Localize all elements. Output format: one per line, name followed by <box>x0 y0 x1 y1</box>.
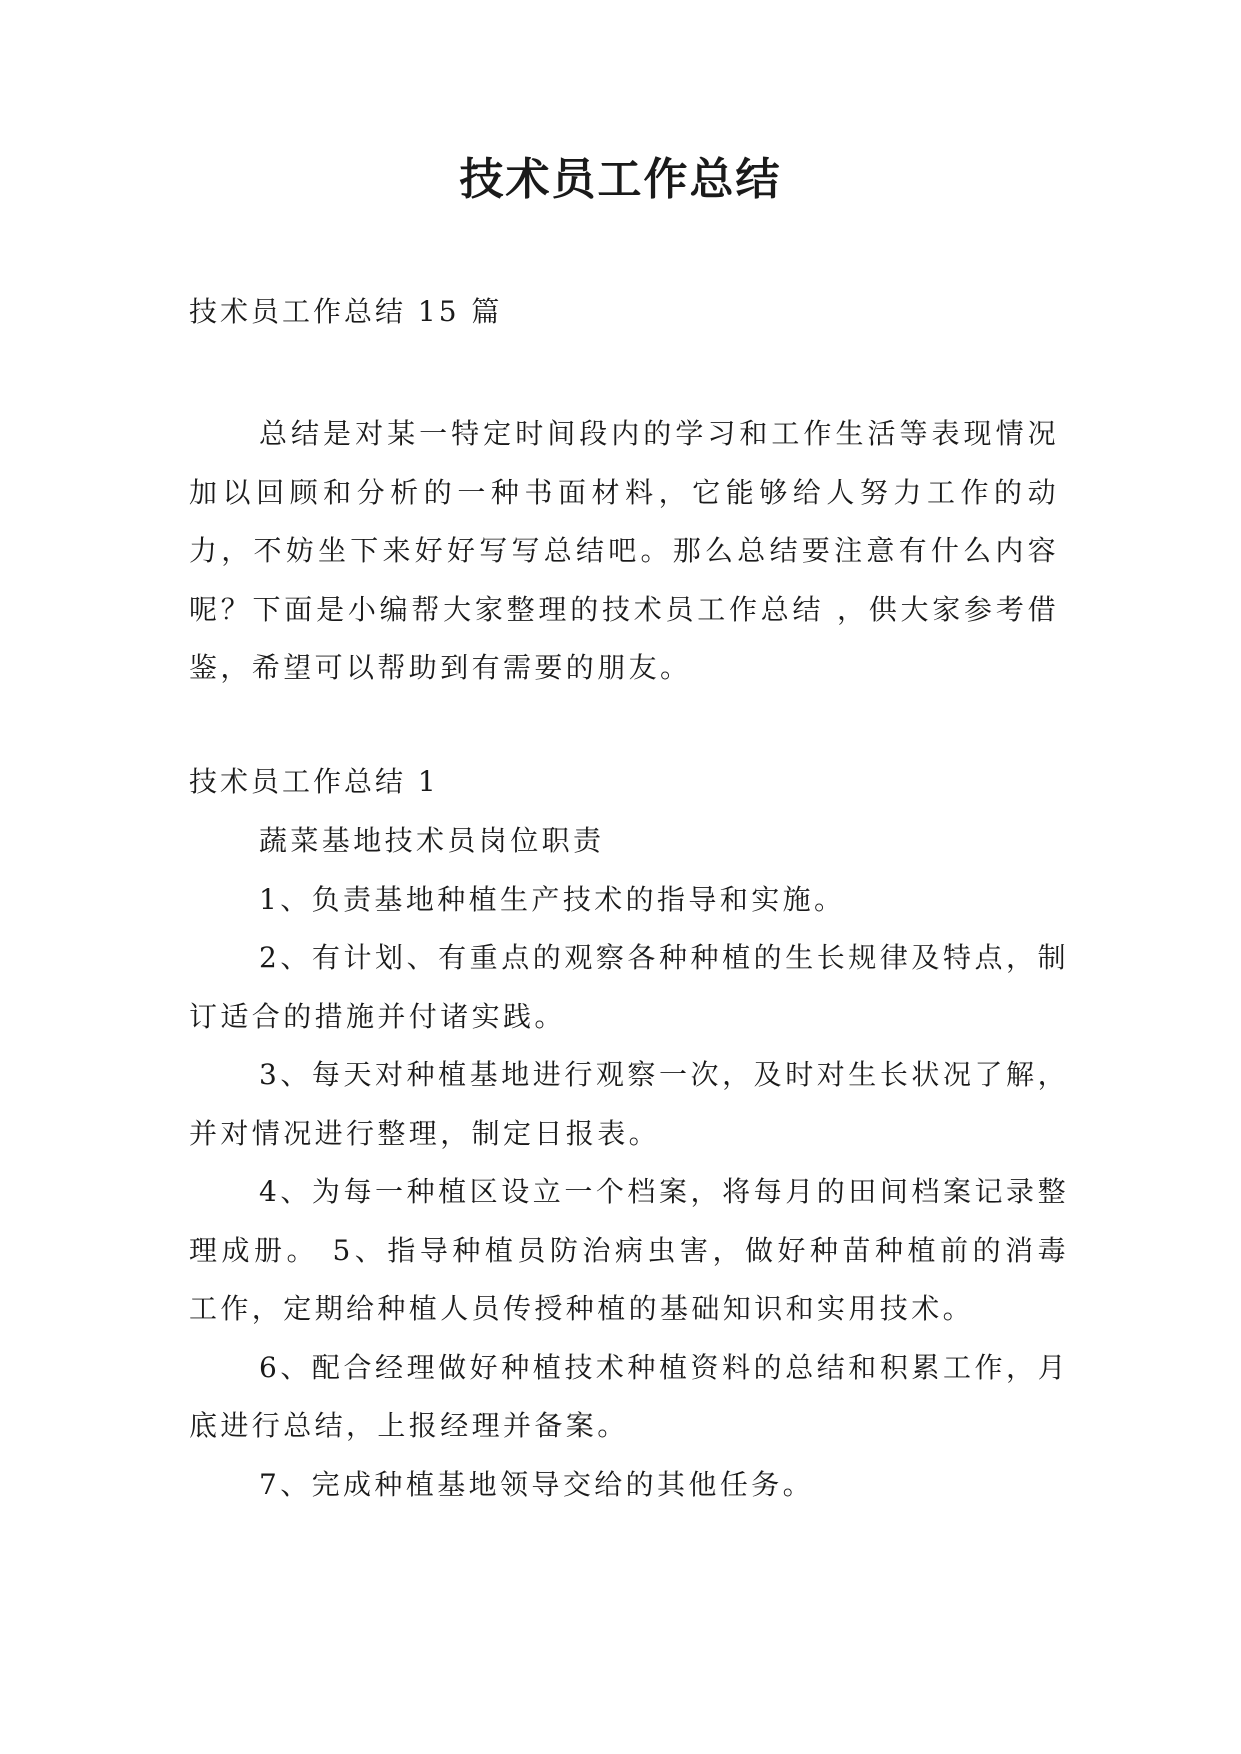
section-heading: 技术员工作总结 1 <box>189 765 439 798</box>
body-paragraph-duty-2: 2、有计划、有重点的观察各种种植的生长规律及特点，制订适合的措施并付诸实践。 <box>189 941 1069 1033</box>
body-paragraph-duty-3: 3、每天对种植基地进行观察一次，及时对生长状况了解，并对情况进行整理，制定日报表。 <box>189 1058 1069 1150</box>
body-paragraph-job-title: 蔬菜基地技术员岗位职责 <box>259 824 605 857</box>
body-paragraph-duty-7: 7、完成种植基地领导交给的其他任务。 <box>259 1467 815 1501</box>
body-paragraph-duty-4-5: 4、为每一种植区设立一个档案，将每月的田间档案记录整理成册。 5、指导种植员防治病虫害，做好种苗种植前的消毒工作，定期给种植人员传授种植的基础知识和实用技术。 <box>189 1175 1069 1325</box>
body-paragraph-duty-6: 6、配合经理做好种植技术种植资料的总结和积累工作，月底进行总结，上报经理并备案。 <box>189 1350 1069 1442</box>
document-subtitle: 技术员工作总结 15 篇 <box>189 295 503 328</box>
body-paragraph-duty-1: 1、负责基地种植生产技术的指导和实施。 <box>259 882 846 916</box>
intro-paragraph: 总结是对某一特定时间段内的学习和工作生活等表现情况加以回顾和分析的一种书面材料，它能够给人努力工作的动力，不妨坐下来好好写写总结吧。那么总结要注意有什么内容呢？下面是小编帮大家整理的技术员工作总结 ，供大家参考借鉴，希望可以帮助到有需要的朋友。 <box>189 417 1059 684</box>
document-title: 技术员工作总结 <box>459 154 782 205</box>
section-body <box>189 812 1069 1514</box>
